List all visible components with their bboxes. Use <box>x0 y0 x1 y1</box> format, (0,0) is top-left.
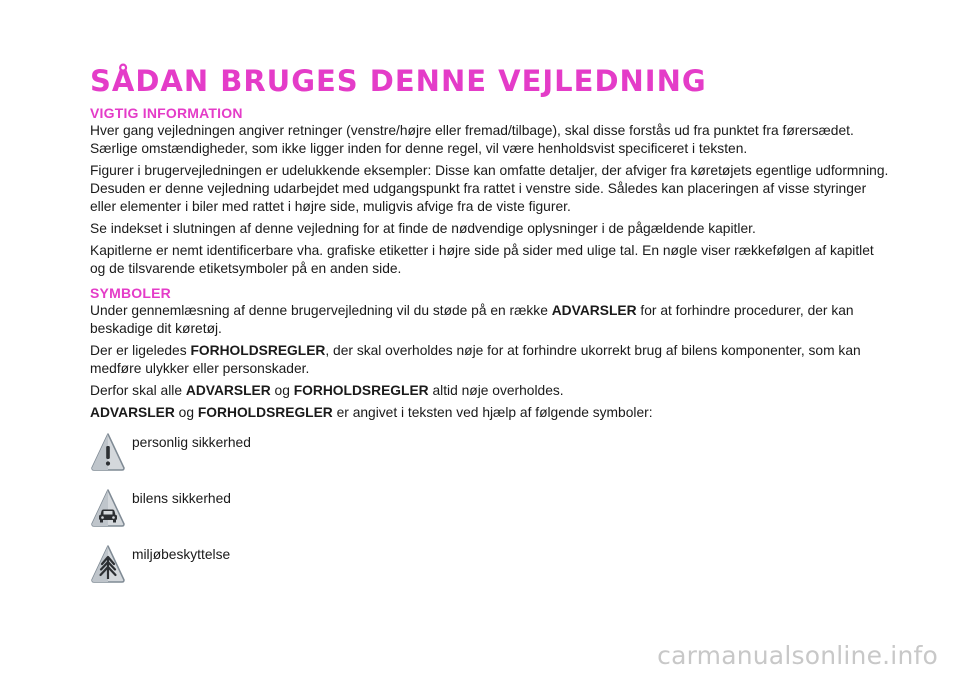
paragraph <box>90 404 890 422</box>
paragraph <box>90 382 890 400</box>
symbol-label: miljøbeskyttelse <box>132 547 231 562</box>
text: er angivet i teksten ved hjælp af følgende symboler: <box>332 405 653 420</box>
manual-page <box>90 64 890 600</box>
paragraph: Hver gang vejledningen angiver retninger (venstre/højre eller fremad/tilbage), skal disse forstås ud fra punktet fra førersædet. Særlige omstændigheder, som ikke ligger inden for denne regel, vil være henholdsvist specificeret i teksten. <box>90 123 854 156</box>
text: for at forhindre procedurer, der kan beskadige dit køretøj. <box>90 303 854 336</box>
symbol-label: personlig sikkerhed <box>132 435 251 450</box>
section-heading-important-info: VIGTIG INFORMATION <box>90 105 243 121</box>
section-heading-symbols: SYMBOLER <box>90 285 171 301</box>
symbol-list <box>90 432 890 600</box>
bold-term: FORHOLDSREGLER <box>293 383 429 398</box>
paragraph <box>90 302 890 338</box>
warning-car-icon <box>90 488 126 528</box>
text: Derfor skal alle <box>90 383 186 398</box>
warning-tree-icon <box>90 544 126 584</box>
paragraph: Se indekset i slutningen af denne vejledning for at finde de nødvendige oplysninger i de pågældende kapitler. <box>90 221 756 236</box>
bold-term: FORHOLDSREGLER <box>197 405 333 420</box>
text: og <box>270 383 294 398</box>
paragraph: Figurer i brugervejledningen er udelukkende eksempler: Disse kan omfatte detaljer, der afviger fra køretøjets egentlige udformning. Desuden er denne vejledning udarbejdet med udgangspunkt fra rattet i venstre side. Således kan placeringen af visse styringer eller elementer i biler med rattet i højre side, muligvis afvige fra de viste figurer. <box>90 163 889 214</box>
bold-term: ADVARSLER <box>185 383 271 398</box>
watermark: carmanualsonline.info <box>657 641 938 670</box>
text: Der er ligeledes <box>90 343 191 358</box>
symbol-row <box>90 432 890 488</box>
symbol-row <box>90 488 890 544</box>
symbol-label: bilens sikkerhed <box>132 491 231 506</box>
text: og <box>174 405 198 420</box>
symbol-row <box>90 544 890 600</box>
page-title: SÅDAN BRUGES DENNE VEJLEDNING <box>90 64 707 98</box>
paragraph: Kapitlerne er nemt identificerbare vha. grafiske etiketter i højre side på sider med ulige tal. En nøgle viser rækkefølgen af kapitlet og de tilsvarende etiketsymboler på en anden side. <box>90 243 874 276</box>
text: Under gennemlæsning af denne brugervejledning vil du støde på en række <box>90 303 552 318</box>
bold-term: FORHOLDSREGLER <box>190 343 326 358</box>
warning-person-icon <box>90 432 126 472</box>
bold-term: ADVARSLER <box>551 303 637 318</box>
bold-term: ADVARSLER <box>90 405 175 420</box>
paragraph <box>90 342 890 378</box>
text: altid nøje overholdes. <box>428 383 564 398</box>
text: , der skal overholdes nøje for at forhindre ukorrekt brug af bilens komponenter, som kan medføre ulykker eller personskader. <box>90 343 861 376</box>
